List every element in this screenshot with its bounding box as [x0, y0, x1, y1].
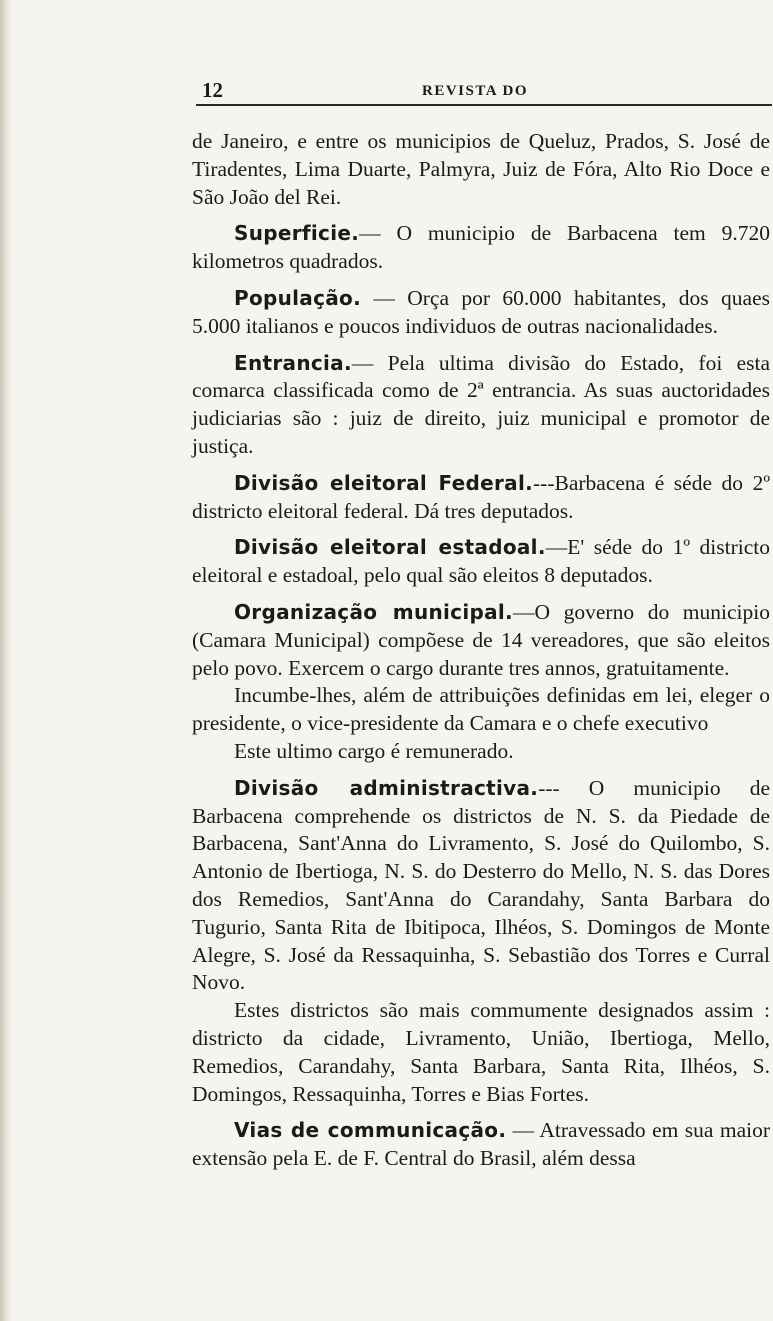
section-text-organizacao-municipal: —O governo do municipio (Camara Municipal) compõese de 14 vereadores, que são eleitos pelo povo. Exercem o cargo durante tres annos, gratuitamente.: [192, 599, 770, 680]
organizacao-paragraph-2: Incumbe-lhes, além de attribuições definidas em lei, eleger o presidente, o vice-presidente da Camara e o chefe executivo: [192, 683, 770, 736]
page-number: 12: [202, 78, 223, 102]
section-entrancia: [192, 350, 770, 461]
section-text-divisao-eleitoral-federal: ---Barbacena é séde do 2º districto eleitoral federal. Dá tres deputados.: [192, 470, 770, 523]
section-superficie: [192, 220, 770, 276]
section-text-vias-de-communicacao: — Atravessado em sua maior extensão pela E. de F. Central do Brasil, além dessa: [192, 1118, 770, 1171]
journal-title: REVISTA DO: [422, 83, 528, 99]
section-text-entrancia: — Pela ultima divisão do Estado, foi esta comarca classificada como de 2ª entrancia. As suas auctoridades judiciarias são : juiz de direito, juiz municipal e promotor de justiça.: [192, 350, 770, 458]
intro-paragraph: de Janeiro, e entre os municipios de Queluz, Prados, S. José de Tiradentes, Lima Duarte, Palmyra, Juiz de Fóra, Alto Rio Doce e São João del Rei.: [192, 129, 770, 209]
organizacao-paragraph-3: Este ultimo cargo é remunerado.: [234, 738, 514, 763]
section-heading-superficie: Superficie.: [234, 221, 360, 246]
section-divisao-eleitoral-estadoal: [192, 534, 770, 590]
section-text-divisao-administractiva: --- O municipio de Barbacena comprehende os districtos de N. S. da Piedade de Barbacena, Sant'Anna do Livramento, S. José do Quilombo, S. Antonio de Ibertioga, N. S. do Desterro do Mello, N. S. das Dores dos Remedios, Sant'Anna do Carandahy, Santa Barbara do Tugurio, Santa Rita de Ibitipoca, Ilhéos, S. Domingos de Monte Alegre, S. José da Ressaquinha, S. Sebastião dos Torres e Curral Novo.: [192, 775, 770, 995]
section-text-superficie: — O municipio de Barbacena tem 9.720 kilometros quadrados.: [192, 221, 770, 274]
section-heading-divisao-eleitoral-federal: Divisão eleitoral Federal.: [234, 470, 533, 495]
section-divisao-administractiva: [192, 775, 770, 997]
section-organizacao-municipal: [192, 599, 770, 682]
section-populacao: [192, 285, 770, 341]
section-heading-organizacao-municipal: Organização municipal.: [234, 599, 513, 624]
section-heading-entrancia: Entrancia.: [234, 350, 352, 375]
section-heading-divisao-eleitoral-estadoal: Divisão eleitoral estadoal.: [234, 535, 546, 560]
section-heading-populacao: População.: [234, 285, 361, 310]
section-divisao-eleitoral-federal: [192, 470, 770, 526]
divisao-administractiva-paragraph-2: Estes districtos são mais commumente designados assim : districto da cidade, Livramento, União, Ibertioga, Mello, Remedios, Carandahy, Santa Barbara, Santa Rita, Ilhéos, S. Domingos, Ressaquinha, Torres e Bias Fortes.: [192, 998, 770, 1106]
section-heading-vias-de-communicacao: Vias de communicação.: [234, 1118, 507, 1143]
running-header: [196, 74, 772, 106]
section-text-populacao: — Orça por 60.000 habitantes, dos quaes 5.000 italianos e poucos individuos de outras nacionalidades.: [192, 285, 770, 338]
section-vias-de-communicacao: [192, 1117, 770, 1173]
body-text: [192, 128, 770, 1173]
section-heading-divisao-administractiva: Divisão administractiva.: [234, 775, 539, 800]
section-text-divisao-eleitoral-estadoal: —E' séde do 1º districto eleitoral e estadoal, pelo qual são eleitos 8 deputados.: [192, 535, 771, 588]
